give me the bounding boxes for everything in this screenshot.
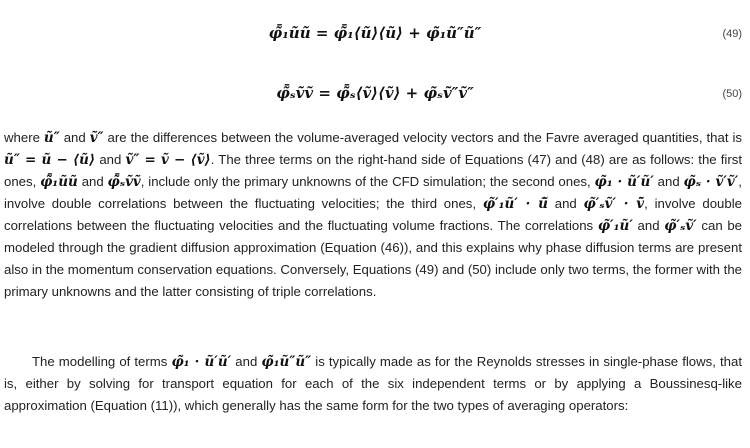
text-run: , involve double correlations between the fluctuating velocities; the third ones, (4, 174, 742, 211)
text-run: and (59, 130, 90, 145)
inline-math: ũ″ (43, 130, 60, 146)
inline-math: φ̃̄ₛṽṽ (107, 174, 141, 190)
equation-50: φ̃̄ₛṽṽ = φ̃̄ₛ⟨ṽ⟩⟨ṽ⟩ + φ̃ₛṽ″ṽ″ (276, 84, 474, 102)
inline-math: φ̃ₛ · ṽ′ṽ′ (683, 174, 739, 190)
text-run: The modelling of terms (32, 354, 172, 369)
text-run: and (548, 196, 584, 211)
text-run: , include only the primary unknowns of the CFD simulation; the second ones, (140, 174, 595, 189)
equation-number-49: (49) (722, 28, 742, 40)
paragraph-1-text (4, 127, 742, 303)
inline-math: φ̃₁ũ″ũ″ (261, 354, 312, 370)
inline-math: ṽ″ = ṽ − ⟨ṽ⟩ (125, 152, 211, 168)
inline-math: φ̃′₁ũ′ · ū̃ (482, 196, 548, 212)
paragraph-1 (4, 127, 742, 303)
text-run: are the differences between the volume-averaged velocity vectors and the Favre averaged quantities, that is (103, 130, 742, 145)
text-run: can be modeled through the gradient diffusion approximation (Equation (46)), and this explains why phase diffusion terms are present also in the momentum conservation equations. Conversely, Equations (49) and (50) include only two terms, the former with the primary unknowns and the latter consisting of triple correlations. (4, 218, 742, 299)
text-run: where (4, 130, 44, 145)
equation-49-row (0, 16, 750, 56)
text-run: is typically made as for the Reynolds stresses in single-phase flows, that is, either by solving for transport equation for each of the six independent terms or by applying a Boussinesq-like approximation (Equation (11)), which generally has the same form for the two types of averaging operators: (4, 354, 742, 413)
text-run: and (653, 174, 684, 189)
inline-math: φ̃′ₛṽ′ (664, 218, 697, 234)
text-run: . The three terms on the right-hand side of Equations (47) and (48) are as follows: the first ones, (4, 152, 742, 189)
paragraph-2 (4, 351, 742, 417)
equation-50-row (0, 76, 750, 116)
text-run: and (77, 174, 108, 189)
text-run: , involve double correlations between the fluctuating velocities and the fluctuating volume fractions. The correlations (4, 196, 742, 233)
inline-math: φ̃′ₛṽ′ · v̄̃ (583, 196, 645, 212)
equation-number-50: (50) (722, 88, 742, 100)
inline-math: φ̃₁ · ũ′ũ′ (171, 354, 232, 370)
equation-49: φ̃̄₁ũũ = φ̃̄₁⟨ũ⟩⟨ũ⟩ + φ̃₁ũ″ũ″ (268, 24, 482, 42)
paragraph-2-text (4, 351, 742, 417)
text-run: and (632, 218, 665, 233)
inline-math: φ̃₁ · ũ′ũ′ (594, 174, 654, 190)
text-run: and (231, 354, 262, 369)
text-run: and (95, 152, 126, 167)
inline-math: φ̃′₁ũ′ (597, 218, 633, 234)
inline-math: φ̃̄₁ũũ (40, 174, 78, 190)
inline-math: ũ″ = ũ − ⟨ũ⟩ (4, 152, 96, 168)
inline-math: ṽ″ (89, 130, 104, 146)
